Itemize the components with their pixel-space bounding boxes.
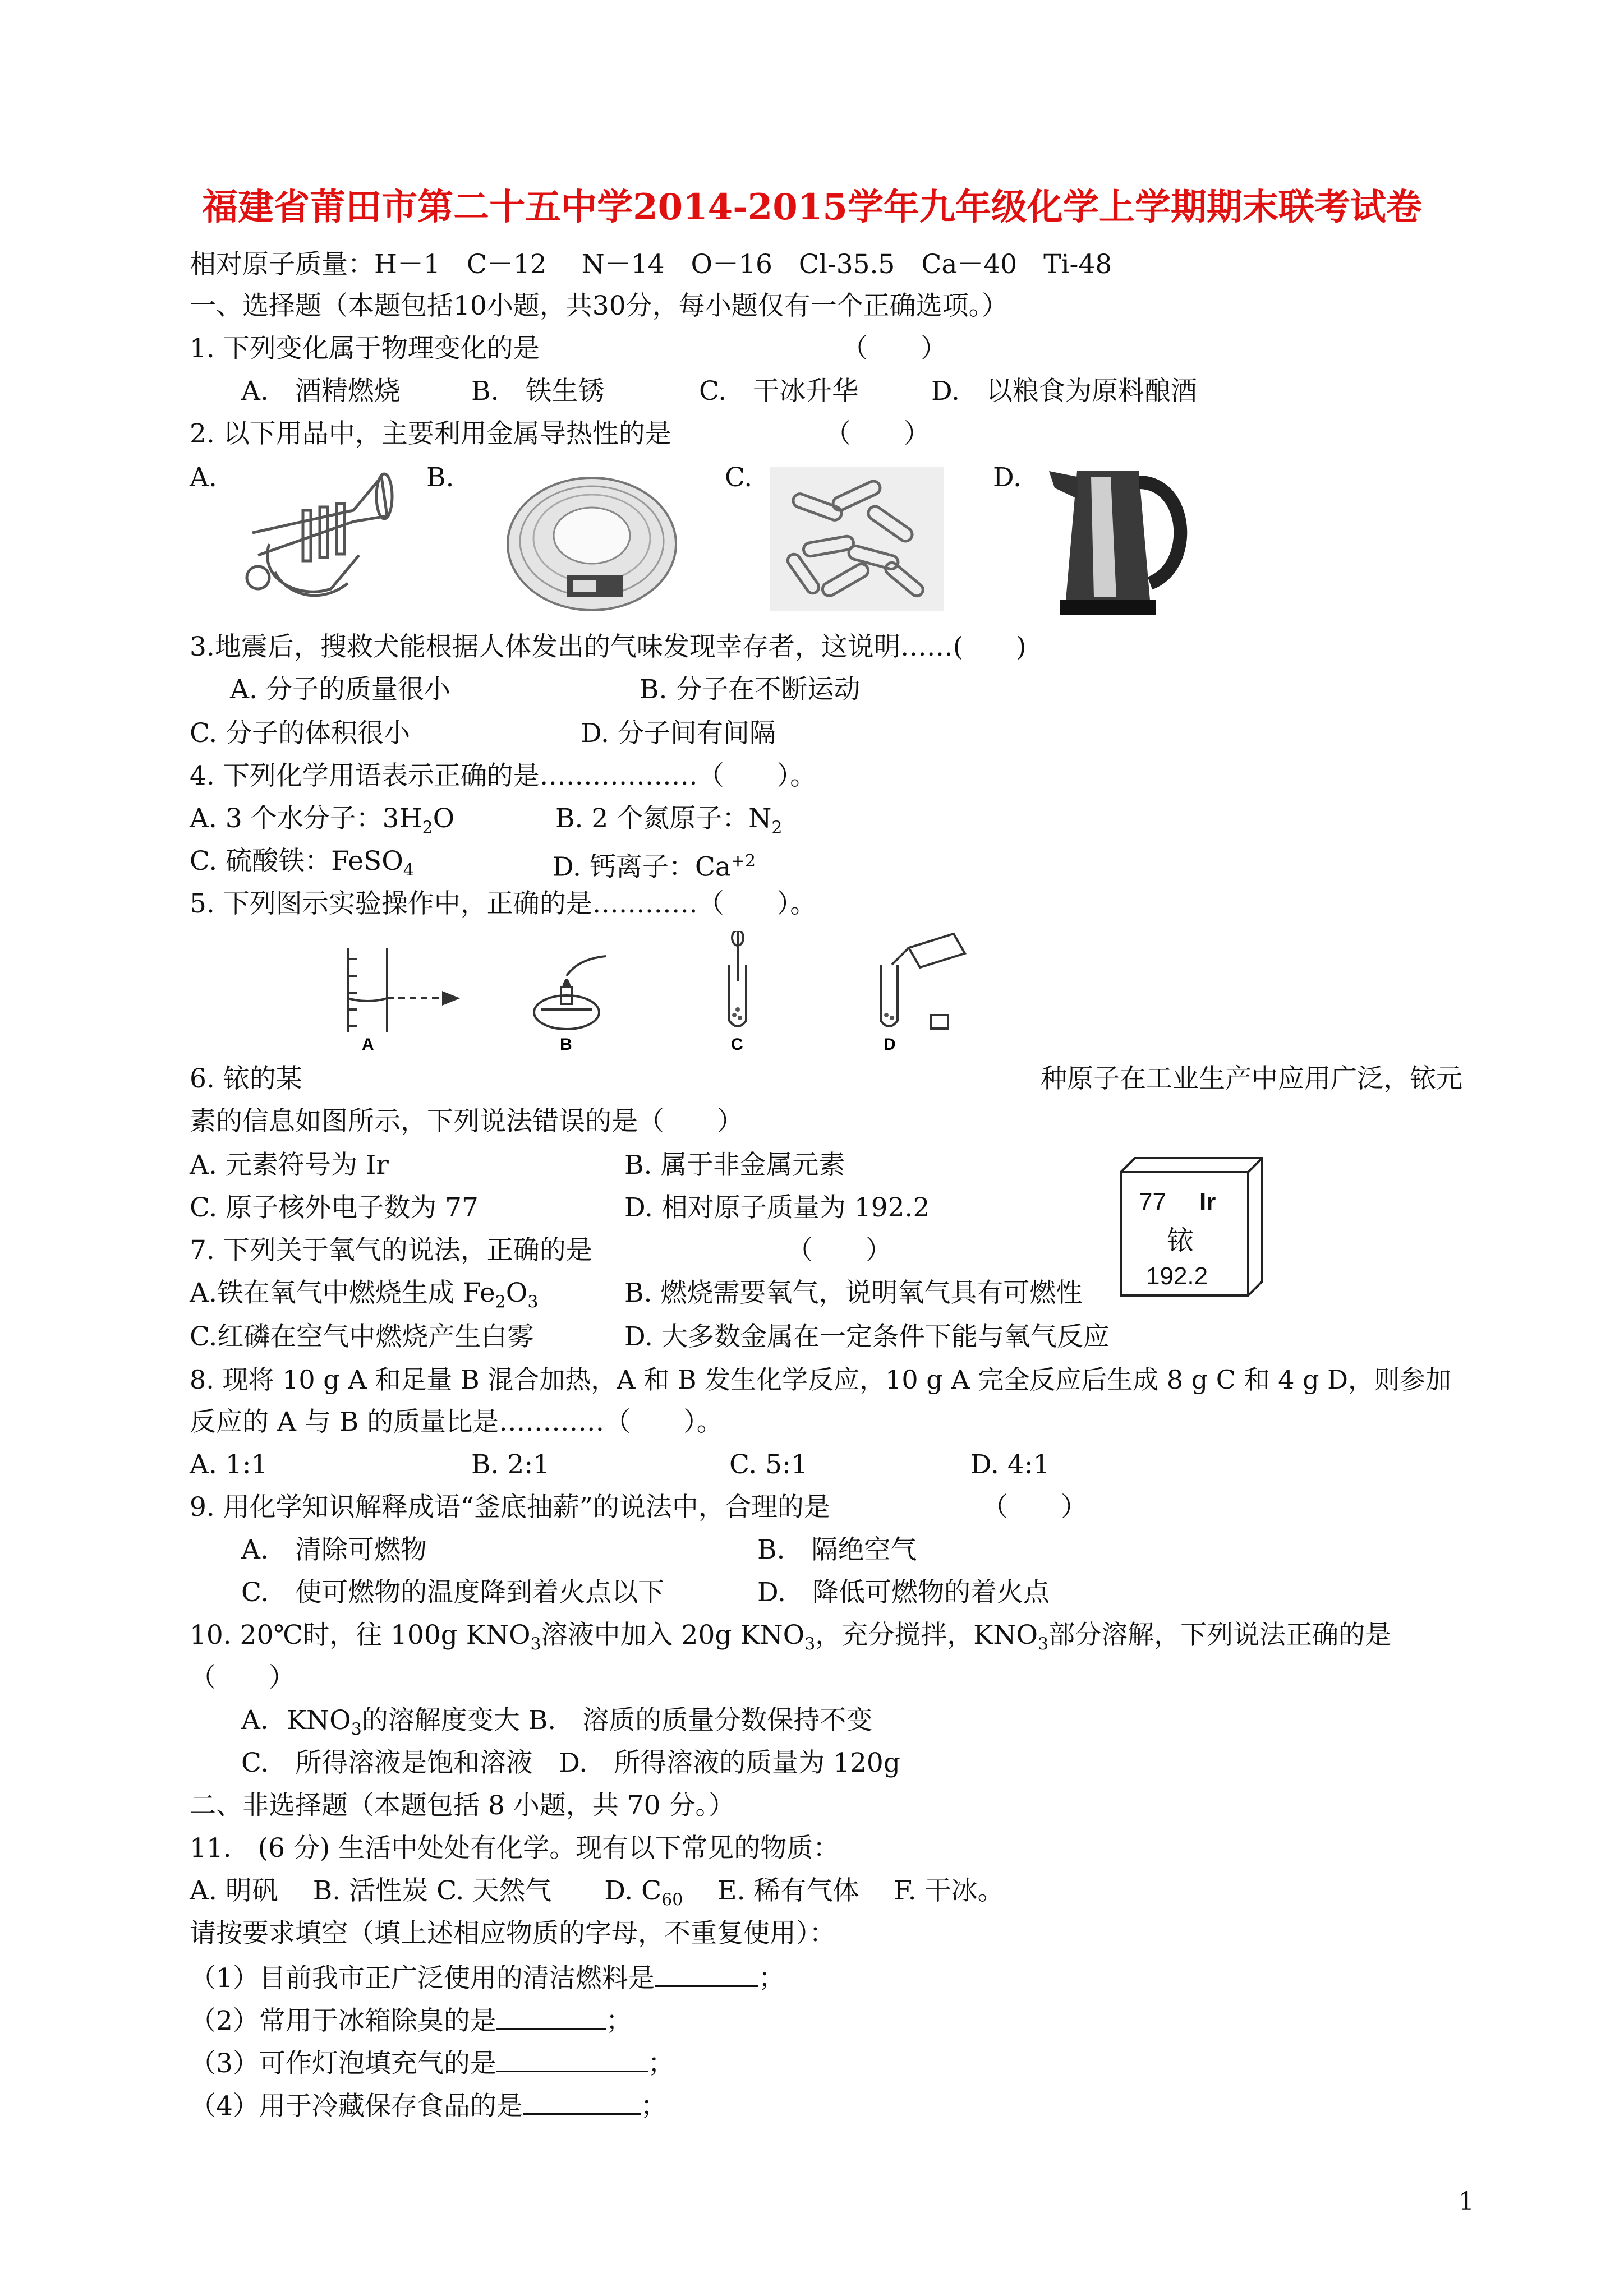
- q5-fig-label-a: A: [362, 1035, 374, 1054]
- q1-answer-paren: （ ）: [841, 333, 947, 364]
- electric-kettle-image: [1038, 460, 1206, 623]
- q1-option-b: B. 铁生锈: [471, 376, 605, 407]
- q3-option-a: A. 分子的质量很小: [230, 674, 450, 705]
- q2-answer-paren: （ ）: [825, 418, 930, 449]
- q6-stem-start: 6. 铱的某: [190, 1063, 302, 1094]
- paper-clips-image: [770, 467, 944, 611]
- q2-label-a: A.: [190, 462, 217, 493]
- q9-answer-paren: （ ）: [982, 1492, 1087, 1523]
- q5-stem: 5. 下列图示实验操作中，正确的是…………（ ）。: [190, 888, 817, 919]
- pouring-liquid-figure: [858, 931, 982, 1054]
- test-tube-dropper-figure: [715, 931, 771, 1054]
- q9-option-d: D. 降低可燃物的着火点: [757, 1577, 1050, 1608]
- q8-option-a: A. 1:1: [190, 1449, 268, 1480]
- q4-option-a: A. 3 个水分子：$3H_2O$: [190, 803, 455, 838]
- q3-stem: 3.地震后，搜救犬能根据人体发出的气味发现幸存者，这说明……( ): [190, 631, 1027, 662]
- q6-option-c: C. 原子核外电子数为 77: [190, 1192, 479, 1223]
- q7-answer-paren: （ ）: [786, 1235, 892, 1266]
- q2-label-c: C.: [725, 462, 753, 493]
- q9-stem: 9. 用化学知识解释成语“釜底抽薪”的说法中，合理的是: [190, 1492, 830, 1523]
- q8-stem-continued: 反应的 A 与 B 的质量比是…………（ ）。: [190, 1407, 723, 1437]
- q4-option-c: C. 硫酸铁：FeSO$_4$: [190, 846, 414, 880]
- q6-option-d: D. 相对原子质量为 192.2: [624, 1192, 930, 1223]
- q10-options-cd: C. 所得溶液是饱和溶液 D. 所得溶液的质量为 120g: [241, 1748, 900, 1778]
- q9-option-c: C. 使可燃物的温度降到着火点以下: [241, 1577, 665, 1608]
- element-symbol: Ir: [1199, 1188, 1216, 1216]
- element-name: 铱: [1167, 1225, 1194, 1256]
- q6-stem-end: 素的信息如图所示，下列说法错误的是（ ）: [190, 1106, 743, 1137]
- element-atomic-number: 77: [1139, 1188, 1166, 1216]
- q10-stem: 10. 20℃时，往 100g $KNO_3$溶液中加入 20g $KNO_3$，充分搅拌，$KNO_3$部分溶解，下列说法正确的是: [190, 1620, 1392, 1654]
- q1-option-c: C. 干冰升华: [699, 376, 859, 407]
- q10-answer-paren: （ ）: [190, 1662, 295, 1693]
- q9-option-b: B. 隔绝空气: [757, 1534, 917, 1565]
- q7-option-b: B. 燃烧需要氧气，说明氧气具有可燃性: [624, 1278, 1083, 1308]
- section-1-heading: 一、选择题（本题包括10小题，共30分，每小题仅有一个正确选项。）: [190, 291, 1009, 321]
- q10-options-ab: A．$KNO_3$的溶解度变大 B. 溶质的质量分数保持不变: [241, 1705, 873, 1740]
- q2-label-d: D.: [993, 462, 1022, 493]
- q6-stem-middle: 种原子在工业生产中应用广泛，铱元: [1041, 1063, 1462, 1094]
- q4-option-d: D. 钙离子：$Ca^{+2}$: [553, 851, 756, 883]
- q11-sub1-answer-blank[interactable]: [655, 1961, 758, 1987]
- iridium-element-card: [1115, 1155, 1267, 1301]
- q1-option-a: A. 酒精燃烧: [241, 376, 401, 407]
- q11-sub2-answer-blank[interactable]: [496, 2003, 606, 2030]
- q8-stem: 8. 现将 10 g A 和足量 B 混合加热，A 和 B 发生化学反应，10 g A 完全反应后生成 8 g C 和 4 g D，则参加: [190, 1364, 1452, 1395]
- q1-option-d: D. 以粮食为原料酿酒: [931, 376, 1197, 407]
- q6-option-a: A. 元素符号为 Ir: [190, 1150, 389, 1181]
- q11-sub4-answer-blank[interactable]: [523, 2088, 641, 2115]
- q6-option-b: B. 属于非金属元素: [624, 1150, 845, 1181]
- q11-sub4: （4）用于冷藏保存食品的是 ；: [190, 2088, 667, 2122]
- q7-option-d: D. 大多数金属在一定条件下能与氧气反应: [624, 1321, 1110, 1352]
- atomic-mass-line: 相对原子质量：H－1 C－12 N－14 O－16 Cl-35.5 Ca－40 Ti-48: [190, 249, 1112, 280]
- q3-option-b: B. 分子在不断运动: [640, 674, 861, 705]
- q9-option-a: A. 清除可燃物: [241, 1534, 427, 1565]
- page-title: 福建省莆田市第二十五中学2014-2015学年九年级化学上学期期末联考试卷: [202, 186, 1422, 228]
- q11-stem: 11. (6 分) 生活中处处有化学。现有以下常见的物质：: [190, 1833, 840, 1864]
- q7-stem: 7. 下列关于氧气的说法，正确的是: [190, 1235, 592, 1266]
- element-atomic-mass: 192.2: [1146, 1262, 1208, 1290]
- q1-stem: 1. 下列变化属于物理变化的是: [190, 333, 540, 364]
- q11-sub3: （3）可作灯泡填充气的是 ；: [190, 2046, 674, 2080]
- q5-fig-label-c: C: [731, 1035, 743, 1054]
- q11-substance-options: A. 明矾 B. 活性炭 C. 天然气 D. $C_{60}$ E. 稀有气体 F. 干冰。: [190, 1875, 1004, 1910]
- q5-fig-label-b: B: [560, 1035, 572, 1054]
- q8-option-d: D. 4:1: [970, 1449, 1050, 1480]
- q3-option-d: D. 分子间有间隔: [581, 718, 776, 749]
- q11-sub1: （1）目前我市正广泛使用的清洁燃料是 ；: [190, 1961, 785, 1994]
- wire-coil-image: [505, 474, 679, 614]
- page-number: 1: [1459, 2187, 1474, 2216]
- q2-stem: 2. 以下用品中，主要利用金属导热性的是: [190, 418, 671, 449]
- q11-sub3-answer-blank[interactable]: [496, 2046, 648, 2072]
- q7-option-c: C.红磷在空气中燃烧产生白雾: [190, 1321, 534, 1352]
- q5-fig-label-d: D: [884, 1035, 896, 1054]
- trumpet-image: [236, 460, 398, 617]
- q11-instruction: 请按要求填空（填上述相应物质的字母，不重复使用）：: [190, 1918, 836, 1949]
- q4-stem: 4. 下列化学用语表示正确的是………………（ ）。: [190, 760, 817, 791]
- q11-sub2: （2）常用于冰箱除臭的是 ；: [190, 2003, 632, 2037]
- alcohol-lamp-figure: [527, 953, 617, 1054]
- q2-label-b: B.: [426, 462, 454, 493]
- q4-option-b: B. 2 个氮原子：$N_2$: [555, 803, 783, 838]
- q8-option-b: B. 2:1: [471, 1449, 550, 1480]
- q7-option-a: A.铁在氧气中燃烧生成 $Fe_2O_3$: [190, 1278, 539, 1312]
- graduated-cylinder-reading-figure: [337, 942, 471, 1054]
- q8-option-c: C. 5:1: [729, 1449, 808, 1480]
- section-2-heading: 二、非选择题（本题包括 8 小题，共 70 分。）: [190, 1790, 735, 1821]
- q3-option-c: C. 分子的体积很小: [190, 718, 411, 749]
